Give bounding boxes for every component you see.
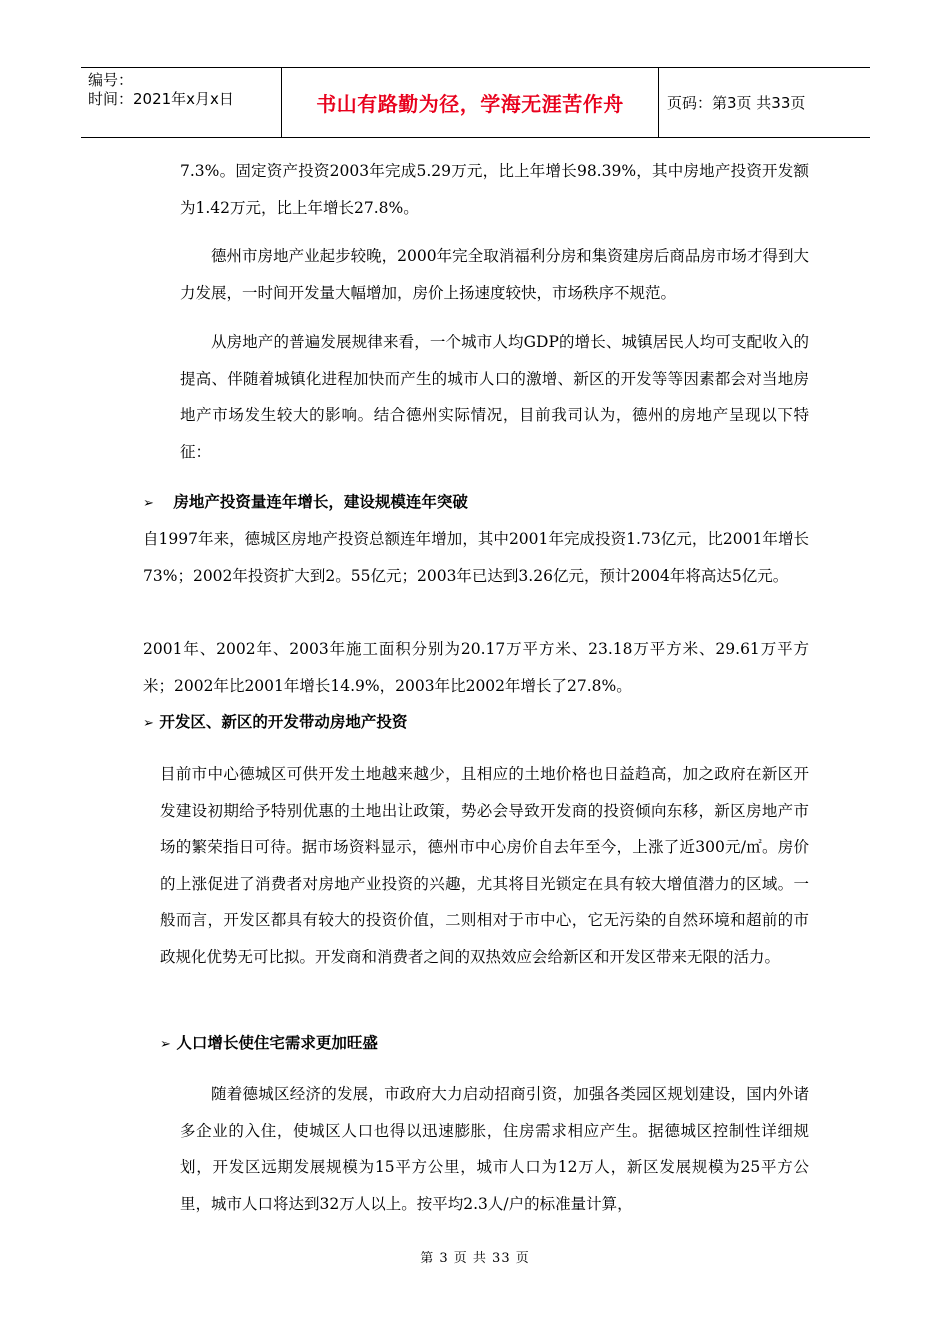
page-header [81, 67, 870, 138]
paragraph-5-block [143, 631, 809, 704]
heading-development-zone [143, 704, 407, 743]
paragraph-3-block [143, 324, 809, 470]
paragraph-4-block [143, 521, 809, 594]
paragraph-5: 2001年、2002年、2003年施工面积分别为20.17万平方米、23.18万平方米、29.61万平方米；2002年比2001年增长14.9%，2003年比2002年增长了27.8%。 [143, 640, 809, 695]
heading-development-zone-text: 开发区、新区的开发带动房地产投资 [159, 712, 408, 731]
heading-investment-growth-text: 房地产投资量连年增长，建设规模连年突破 [173, 492, 468, 511]
header-motto: 书山有路勤为径，学海无涯苦作舟 [316, 92, 624, 116]
document-time-label: 时间：2021年x月x日 [88, 90, 234, 108]
heading-population-growth-text: 人口增长使住宅需求更加旺盛 [176, 1033, 378, 1052]
paragraph-2: 德州市房地产业起步较晚，2000年完全取消福利分房和集资建房后商品房市场才得到大力发展，一时间开发量大幅增加，房价上扬速度较快，市场秩序不规范。 [180, 247, 809, 302]
heading-investment-growth [143, 484, 468, 523]
paragraph-4: 自1997年来，德城区房地产投资总额连年增加，其中2001年完成投资1.73亿元，比2001年增长73%；2002年投资扩大到2。55亿元；2003年已达到3.26亿元，预计2004年将高达5亿元。 [143, 530, 809, 585]
header-motto-cell [281, 68, 659, 137]
arrow-bullet-icon: ➢ [143, 716, 154, 731]
heading-population-growth [160, 1025, 378, 1064]
paragraph-2-block [143, 238, 809, 311]
paragraph-3: 从房地产的普遍发展规律来看，一个城市人均GDP的增长、城镇居民人均可支配收入的提高、伴随着城镇化进程加快而产生的城市人口的激增、新区的开发等等因素都会对当地房地产市场发生较大的影响。结合德州实际情况，目前我司认为，德州的房地产呈现以下特征： [180, 333, 809, 461]
arrow-bullet-icon: ➢ [160, 1037, 171, 1052]
document-number-label: 编号： [88, 71, 134, 89]
page-footer: 第 3 页 共 33 页 [420, 1251, 530, 1266]
paragraph-6-block [143, 756, 809, 975]
paragraph-7-block [143, 1076, 809, 1222]
paragraph-1-block [143, 153, 809, 226]
paragraph-7: 随着德城区经济的发展，市政府大力启动招商引资，加强各类园区规划建设，国内外诸多企业的入住，使城区人口也得以迅速膨胀，住房需求相应产生。据德城区控制性详细规划，开发区远期发展规模为15平方公里，城市人口为12万人，新区发展规模为25平方公里，城市人口将达到32万人以上。按平均2.3人/户的标准量计算， [180, 1085, 809, 1213]
arrow-bullet-icon: ➢ [143, 496, 154, 511]
paragraph-6: 目前市中心德城区可供开发土地越来越少，且相应的土地价格也日益趋高，加之政府在新区开发建设初期给予特别优惠的土地出让政策，势必会导致开发商的投资倾向东移，新区房地产市场的繁荣指日可待。据市场资料显示，德州市中心房价自去年至今，上涨了近300元/㎡。房价的上涨促进了消费者对房地产业投资的兴趣，尤其将目光锁定在具有较大增值潜力的区域。一般而言，开发区都具有较大的投资价值，二则相对于市中心，它无污染的自然环境和超前的市政规化优势无可比拟。开发商和消费者之间的双热效应会给新区和开发区带来无限的活力。 [160, 765, 809, 966]
header-meta [81, 68, 281, 137]
header-page-info: 页码：第3页 共33页 [667, 94, 806, 112]
paragraph-1: 7.3%。固定资产投资2003年完成5.29万元，比上年增长98.39%，其中房地产投资开发额为1.42万元，比上年增长27.8%。 [180, 162, 809, 217]
